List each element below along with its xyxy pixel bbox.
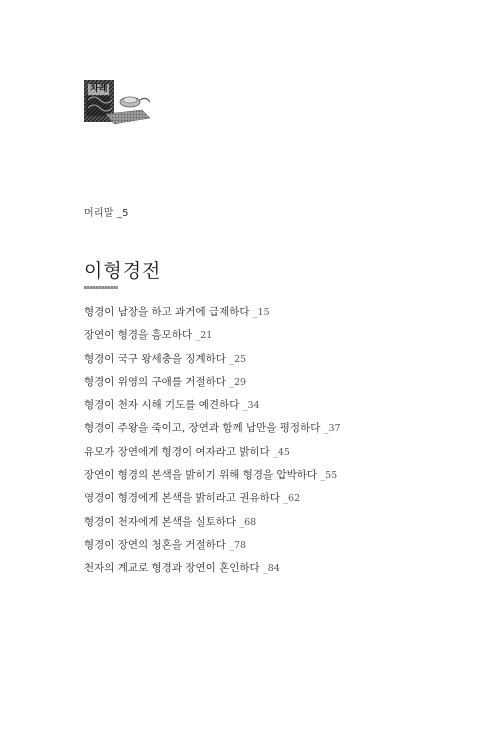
toc-entry[interactable] <box>84 374 341 397</box>
toc-title: 형경이 천자에게 본색을 실토하다 <box>84 515 237 528</box>
toc-entry[interactable] <box>84 420 341 443</box>
toc-page: _15 <box>252 307 270 318</box>
toc-title: 형경이 위영의 구애를 거절하다 <box>84 375 226 388</box>
toc-title: 유모가 장연에게 형경이 여자라고 밝히다 <box>84 445 270 458</box>
toc-page: _25 <box>229 353 247 365</box>
toc-entry[interactable] <box>84 327 341 350</box>
toc-title: 형경이 남장을 하고 과거에 급제하다 <box>84 306 250 318</box>
toc-page: _78 <box>229 539 247 551</box>
toc-title: 형경이 주왕을 죽이고, 장연과 함께 남만을 평정하다 <box>84 422 321 435</box>
toc-entry[interactable] <box>84 490 341 513</box>
toc-entry[interactable] <box>84 467 341 490</box>
toc-entry[interactable] <box>84 560 341 583</box>
toc-page: _55 <box>320 470 338 482</box>
section-divider <box>84 286 118 289</box>
toc-page: _34 <box>242 400 260 412</box>
toc-list <box>84 304 341 584</box>
toc-title: 형경이 국구 왕세충을 징계하다 <box>84 352 226 365</box>
toc-entry[interactable] <box>84 444 341 467</box>
toc-title: 천자의 계교로 형경과 장연이 혼인하다 <box>84 562 260 575</box>
toc-page: _37 <box>323 423 341 435</box>
toc-entry[interactable] <box>84 351 341 374</box>
toc-title: 형경이 장연의 청혼을 거절하다 <box>84 538 226 551</box>
contents-emblem <box>84 80 156 126</box>
toc-page: _84 <box>262 563 280 575</box>
toc-entry[interactable] <box>84 397 341 420</box>
toc-entry[interactable] <box>84 304 341 327</box>
toc-page: _21 <box>195 330 213 342</box>
toc-page: _45 <box>273 446 290 458</box>
toc-title: 장연이 형경을 흠모하다 <box>84 329 193 342</box>
toc-title: 형경이 천자 시해 기도를 예견하다 <box>84 399 240 412</box>
section-title: 이형경전 <box>84 260 162 282</box>
preface-entry[interactable]: 머리말 _5 <box>84 208 129 219</box>
toc-title: 영경이 형경에게 본색을 밝히라고 권유하다 <box>84 492 280 505</box>
toc-entry[interactable] <box>84 514 341 537</box>
toc-page: _62 <box>283 493 301 505</box>
contents-heading: 차례 <box>90 84 108 94</box>
toc-page: _29 <box>229 376 247 388</box>
toc-entry[interactable] <box>84 537 341 560</box>
toc-page: _68 <box>239 516 257 528</box>
toc-title: 장연이 형경의 본색을 밝히기 위해 형경을 압박하다 <box>84 469 318 482</box>
